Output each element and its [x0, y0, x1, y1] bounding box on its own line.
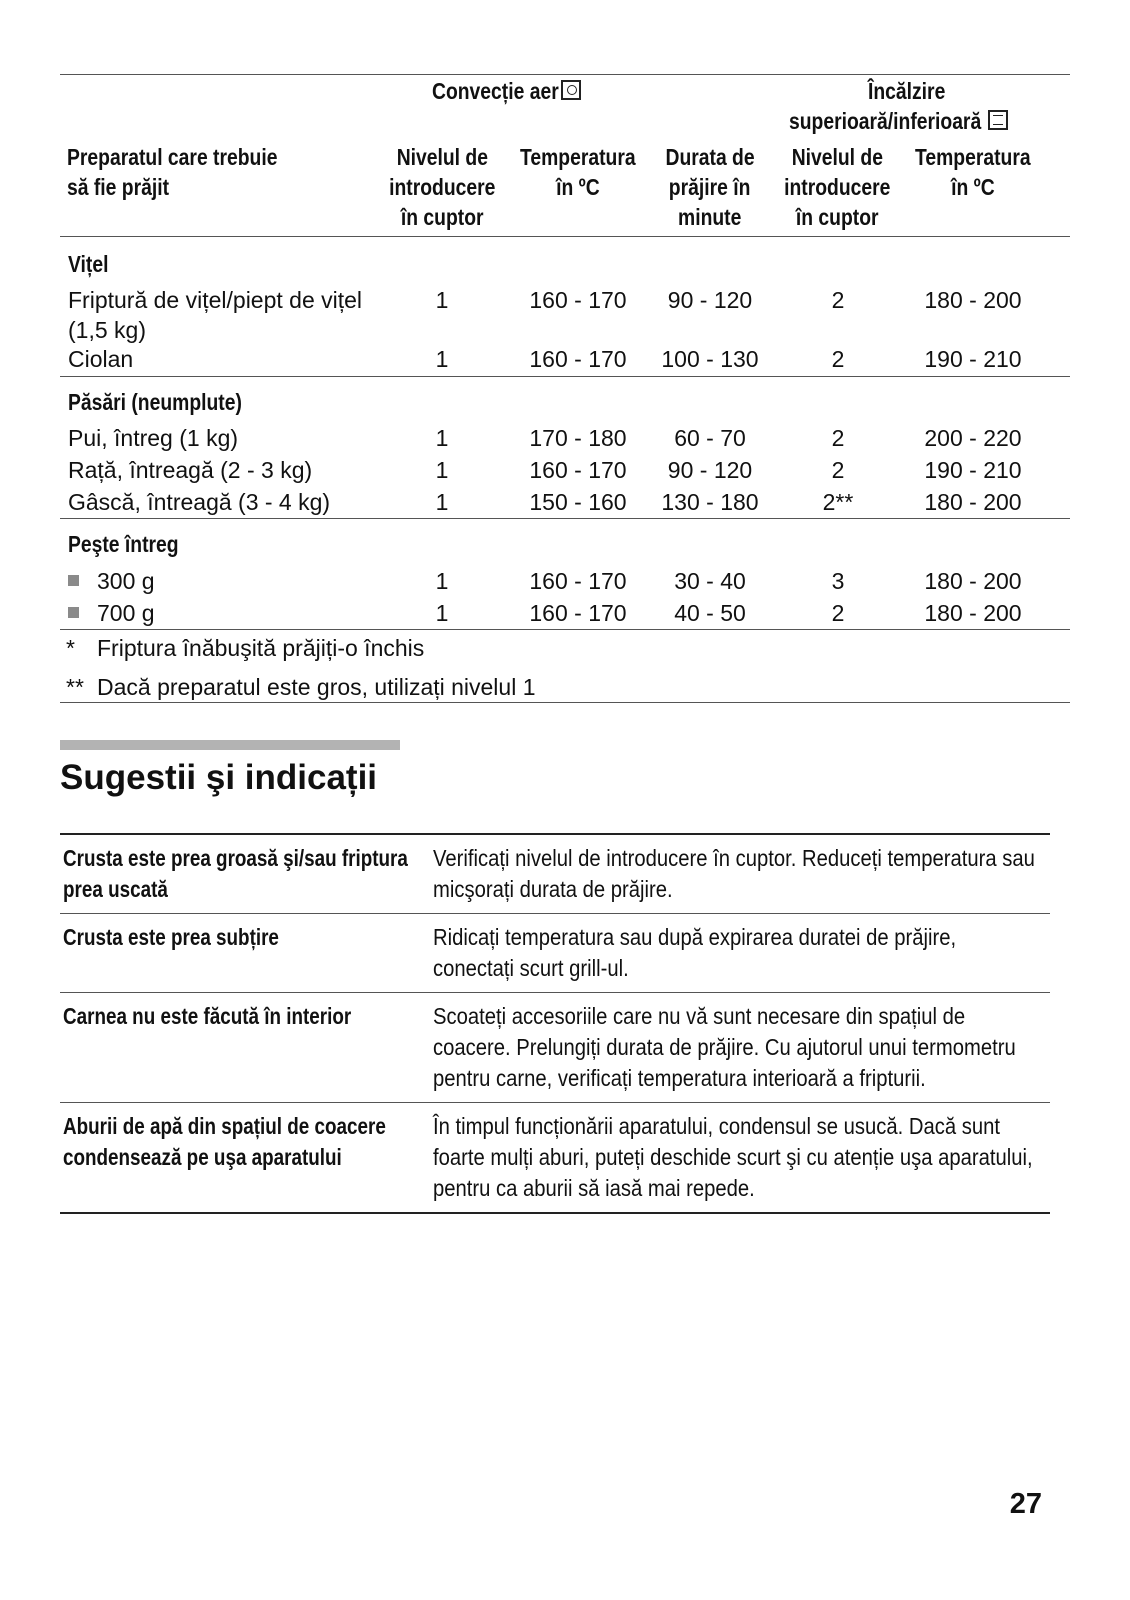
row-temp1: 170 - 180 — [529, 425, 627, 451]
col-header-temp-2 — [900, 142, 1045, 202]
fan-icon — [561, 80, 581, 100]
table-bottom-rule — [60, 702, 1070, 703]
row-temp2: 190 - 210 — [924, 457, 1022, 483]
row-dish-bullet — [68, 598, 398, 628]
col-header-level-2-line2: introducere — [783, 174, 891, 200]
bullet-square-icon — [68, 607, 79, 618]
tip-problem — [60, 1001, 433, 1094]
group-header-conventional-label1: Încălzire — [868, 78, 946, 104]
footnote-2: Dacă preparatul este gros, utilizați nivelul 1 — [97, 674, 536, 700]
col-header-duration-line3: minute — [678, 204, 742, 230]
col-header-dish-line1: Preparatul care trebuie — [67, 144, 278, 170]
tip-solution-text: În timpul funcționării aparatului, condensul se usucă. Dacă sunt foarte mulți aburi, puteți deschide scurt şi cu atenție uşa aparatului, pentru ca aburii să iasă mai repede. — [433, 1113, 1033, 1201]
tips-table — [60, 833, 1050, 1214]
tip-solution-text: Scoateți accesoriile care nu vă sunt necesare din spațiul de coacere. Prelungiți durata de prăjire. Cu ajutorul unui termometru pentru carne, verificați temperatura interioară a fripturii. — [433, 1003, 1016, 1091]
tip-row — [60, 1103, 1050, 1214]
row-level1: 1 — [435, 489, 449, 515]
tip-solution — [433, 922, 1033, 984]
category-veal-label: Vițel — [68, 251, 109, 277]
row-level2: 2 — [831, 425, 845, 451]
row-level2: 3 — [831, 568, 845, 594]
col-header-temp-1-line2: în ºC — [555, 174, 600, 200]
row-level2: 2** — [822, 489, 854, 515]
group-header-conventional-label2: superioară/inferioară — [789, 108, 982, 134]
row-duration: 30 - 40 — [674, 568, 746, 594]
tip-problem-text: Crusta este prea groasă şi/sau friptura prea uscată — [63, 845, 408, 902]
row-level1: 1 — [435, 568, 449, 594]
top-bottom-heat-icon — [988, 110, 1008, 130]
group-header-conventional-line2 — [789, 106, 1018, 136]
footnote-2-mark: ** — [66, 674, 84, 700]
section-title: Sugestii şi indicații — [60, 758, 378, 797]
row-temp1: 160 - 170 — [529, 346, 627, 372]
col-header-duration-line1: Durata de — [665, 144, 755, 170]
footnote-1-mark: * — [66, 635, 75, 661]
row-temp1: 160 - 170 — [529, 457, 627, 483]
col-header-level-1-line1: Nivelul de — [396, 144, 488, 170]
row-level2: 2 — [831, 457, 845, 483]
tip-row — [60, 993, 1050, 1103]
row-duration: 40 - 50 — [674, 600, 746, 626]
col-header-temp-2-line2: în ºC — [950, 174, 995, 200]
group-header-convection-label: Convecție aer — [432, 78, 559, 104]
row-duration: 100 - 130 — [661, 346, 759, 372]
group-header-convection — [432, 76, 583, 106]
row-dish: Gâscă, întreagă (3 - 4 kg) — [68, 489, 331, 515]
tip-problem — [60, 922, 433, 984]
row-temp2: 180 - 200 — [924, 600, 1022, 626]
row-dish: Ciolan — [68, 346, 134, 372]
row-duration: 90 - 120 — [667, 287, 753, 313]
row-duration: 130 - 180 — [661, 489, 759, 515]
section-bar — [60, 740, 400, 750]
header-rule — [60, 236, 1070, 237]
tip-solution — [433, 1111, 1033, 1204]
row-dish: Pui, întreg (1 kg) — [68, 425, 239, 451]
row-temp1: 160 - 170 — [529, 287, 627, 313]
row-duration: 90 - 120 — [667, 457, 753, 483]
row-dish-bullet — [68, 566, 398, 596]
tip-solution — [433, 1001, 1033, 1094]
table-top-rule — [60, 74, 1070, 75]
tip-problem-text: Crusta este prea subțire — [63, 924, 279, 950]
row-temp1: 160 - 170 — [529, 568, 627, 594]
col-header-level-2 — [767, 142, 907, 232]
row-duration: 60 - 70 — [674, 425, 746, 451]
tip-problem-text: Aburii de apă din spațiul de coacere condensează pe uşa aparatului — [63, 1113, 386, 1170]
tip-problem-text: Carnea nu este făcută în interior — [63, 1003, 352, 1029]
category-fish-label: Peşte întreg — [68, 531, 179, 557]
row-dish: Friptură de vițel/piept de vițel (1,5 kg) — [68, 287, 363, 343]
category-rule — [60, 518, 1070, 519]
category-poultry — [68, 387, 275, 417]
group-header-conventional-line1 — [868, 76, 960, 106]
col-header-level-2-line1: Nivelul de — [791, 144, 883, 170]
footnote-1: Friptura înăbuşită prăjiți-o închis — [97, 635, 425, 661]
tip-row — [60, 914, 1050, 993]
tip-solution-text: Ridicați temperatura sau după expirarea duratei de prăjire, conectați scurt grill-ul. — [433, 924, 957, 981]
col-header-level-1 — [372, 142, 512, 232]
row-temp2: 180 - 200 — [924, 568, 1022, 594]
row-level2: 2 — [831, 346, 845, 372]
col-header-dish-line2: să fie prăjit — [67, 174, 170, 200]
col-header-dish — [67, 142, 318, 202]
col-header-level-1-line2: introducere — [388, 174, 496, 200]
row-temp2: 190 - 210 — [924, 346, 1022, 372]
category-poultry-label: Păsări (neumplute) — [68, 389, 242, 415]
row-level2: 2 — [831, 600, 845, 626]
row-level1: 1 — [435, 346, 449, 372]
row-level1: 1 — [435, 287, 449, 313]
page-number: 27 — [1009, 1488, 1042, 1520]
col-header-temp-2-line1: Temperatura — [914, 144, 1031, 170]
row-level1: 1 — [435, 457, 449, 483]
row-dish: 700 g — [97, 600, 155, 626]
col-header-level-2-line3: în cuptor — [795, 204, 879, 230]
row-dish: 300 g — [97, 568, 155, 594]
category-rule — [60, 629, 1070, 630]
row-temp2: 180 - 200 — [924, 489, 1022, 515]
row-temp2: 200 - 220 — [924, 425, 1022, 451]
col-header-temp-1-line1: Temperatura — [519, 144, 636, 170]
row-level1: 1 — [435, 425, 449, 451]
tip-solution-text: Verificați nivelul de introducere în cuptor. Reduceți temperatura sau micşorați durata de prăjire. — [433, 845, 1035, 902]
col-header-level-1-line3: în cuptor — [400, 204, 484, 230]
row-temp1: 160 - 170 — [529, 600, 627, 626]
row-level1: 1 — [435, 600, 449, 626]
category-veal — [68, 249, 116, 279]
row-level2: 2 — [831, 287, 845, 313]
col-header-duration — [645, 142, 775, 232]
tip-solution — [433, 843, 1033, 905]
category-rule — [60, 376, 1070, 377]
row-temp1: 150 - 160 — [529, 489, 627, 515]
col-header-temp-1 — [505, 142, 650, 202]
tip-row — [60, 835, 1050, 914]
col-header-duration-line2: prăjire în — [669, 174, 751, 200]
row-temp2: 180 - 200 — [924, 287, 1022, 313]
tip-problem — [60, 843, 433, 905]
tip-problem — [60, 1111, 433, 1204]
category-fish — [68, 529, 200, 559]
bullet-square-icon — [68, 575, 79, 586]
row-dish: Rață, întreagă (2 - 3 kg) — [68, 457, 313, 483]
